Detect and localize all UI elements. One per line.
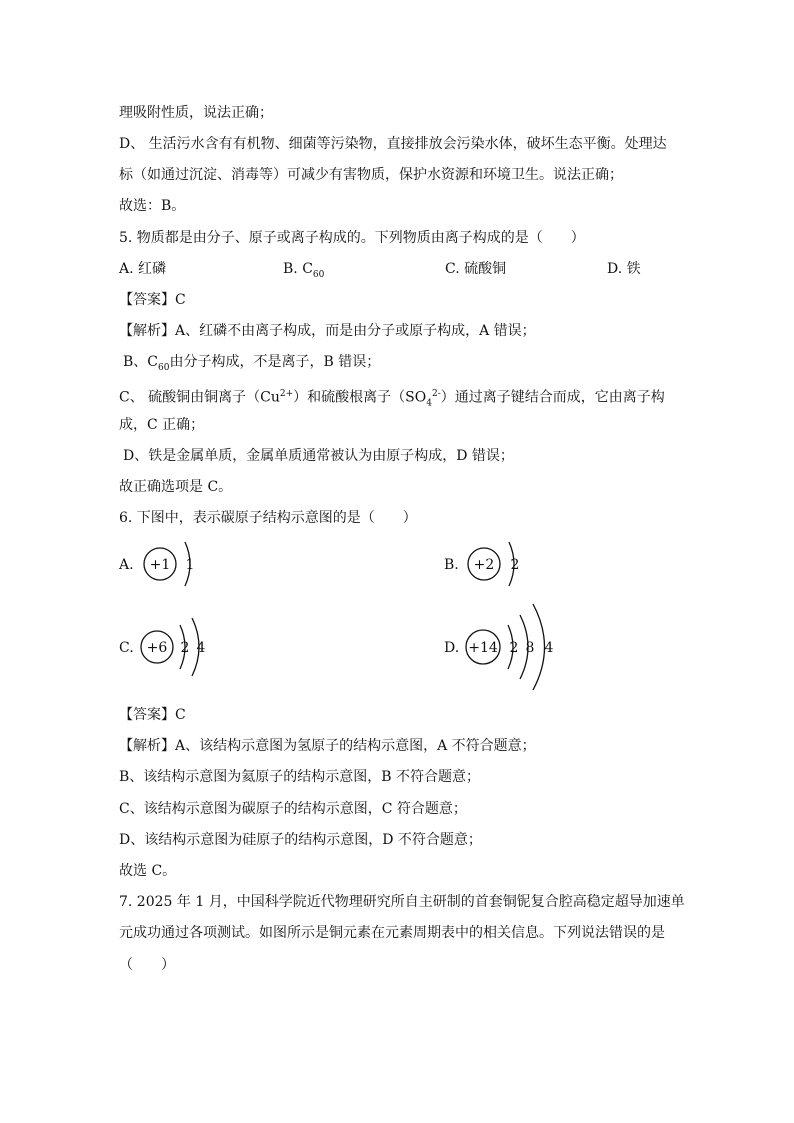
explain-6-conclusion: 故选 C。	[119, 863, 177, 879]
diagram-b-shell-1-electrons: 2	[510, 557, 520, 573]
explain-5-b: B、$C_{60}$由分子构成，不是离子，B 错误；	[123, 354, 381, 373]
diagram-d-nucleus-charge: +14	[468, 640, 498, 656]
diagram-c-nucleus-charge: +6	[146, 640, 168, 656]
diagram-d-label: D.	[444, 640, 460, 656]
explain-5-c: C、 硫酸铜由铜离子$(Cu^{2+})$和硫酸根离子$(SO_4^{2-})$通过离子键结合而成，它由离子构	[119, 389, 665, 409]
diagram-d-shell-3-electrons: 4	[544, 640, 554, 656]
explain-6-a: 【解析】A、该结构示意图为氢原子的结构示意图，A 不符合题意；	[119, 738, 536, 754]
diagram-b-nucleus-charge: +2	[473, 557, 495, 573]
explain-6-c: C、该结构示意图为碳原子的结构示意图，C 符合题意；	[119, 801, 467, 817]
line-option-d-explain-cont: 标（如通过沉淀、消毒等）可减少有害物质，保护水资源和环境卫生。说法正确；	[119, 167, 623, 183]
diagram-a-nucleus-charge: +1	[149, 557, 171, 573]
diagram-a-shell-1-electrons: 1	[185, 557, 195, 573]
diagram-c-label: C.	[119, 640, 134, 656]
diagram-a-label: A.	[119, 557, 134, 573]
q5-option-d: D. 铁	[607, 261, 641, 277]
line-prev-answer: 故选：B。	[119, 198, 186, 214]
diagram-b-label: B.	[444, 557, 459, 573]
explain-5-d: D、铁是金属单质，金属单质通常被认为由原子构成，D 错误；	[123, 448, 514, 464]
question-6: 6. 下图中，表示碳原子结构示意图的是（ ）	[119, 510, 417, 526]
explain-5-conclusion: 故正确选项是 C。	[119, 479, 233, 495]
diagram-d-shell-3	[533, 604, 545, 690]
diagram-c-shell-2-electrons: 4	[196, 640, 206, 656]
atom-structure-diagrams	[0, 540, 794, 700]
diagram-d-shell-1-electrons: 2	[509, 640, 519, 656]
explain-5-c-cont: 成，C 正确；	[119, 417, 205, 433]
question-7: 7. 2025 年 1 月，中国科学院近代物理研究所自主研制的首套铜铌复合腔高稳定超导加速单	[119, 894, 685, 910]
question-7-paren: （ ）	[119, 957, 175, 973]
q5-option-b: B. $C_{60}$	[283, 261, 325, 280]
explain-5-a: 【解析】A、红磷不由离子构成，而是由分子或原子构成，A 错误；	[119, 323, 536, 339]
answer-5: 【答案】C	[119, 292, 186, 308]
q5-option-a: A. 红磷	[119, 261, 167, 277]
q5-option-c: C. 硫酸铜	[445, 261, 507, 277]
explain-6-d: D、该结构示意图为硅原子的结构示意图，D 不符合题意；	[119, 832, 482, 848]
line-prev-conclusion: 理吸附性质，说法正确；	[119, 105, 273, 121]
diagram-c-shell-1-electrons: 2	[180, 640, 190, 656]
diagram-d-shell-2-electrons: 8	[525, 640, 535, 656]
answer-6: 【答案】C	[119, 707, 186, 723]
explain-6-b: B、该结构示意图为氦原子的结构示意图，B 不符合题意；	[119, 769, 481, 785]
question-5: 5. 物质都是由分子、原子或离子构成的。下列物质由离子构成的是（ ）	[119, 230, 585, 246]
line-option-d-explain: D、 生活污水含有有机物、细菌等污染物，直接排放会污染水体，破坏生态平衡。处理达	[119, 136, 667, 152]
question-7-cont: 元成功通过各项测试。如图所示是铜元素在元素周期表中的相关信息。下列说法错误的是	[119, 925, 665, 941]
